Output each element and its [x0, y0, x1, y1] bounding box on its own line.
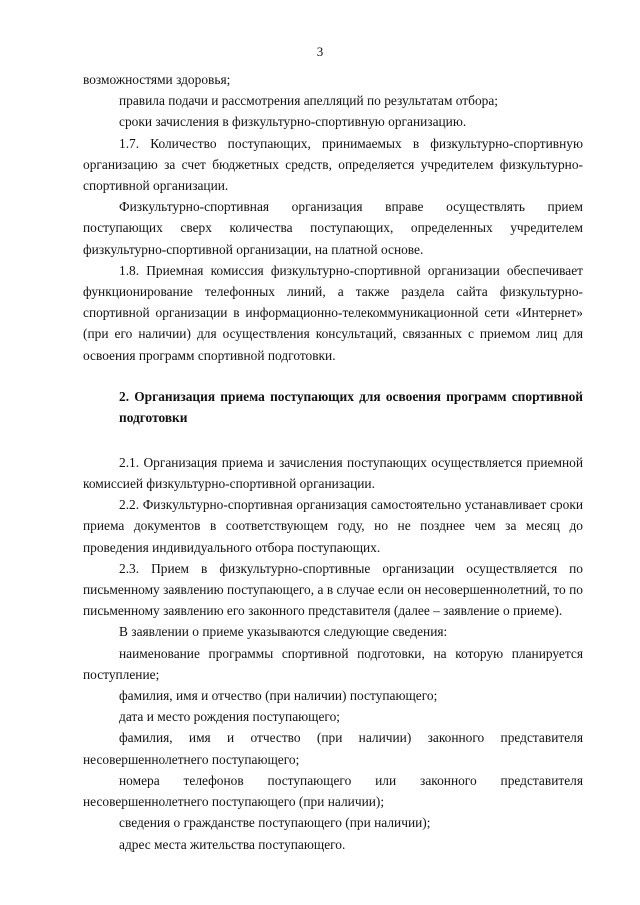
paragraph: 2.2. Физкультурно-спортивная организация самостоятельно устанавливает сроки приема документов в соответствующем году, но не позднее чем за месяц до проведения индивидуального отбора поступающих.: [83, 497, 583, 555]
paragraph: 1.8. Приемная комиссия физкультурно-спортивной организации обеспечивает функционирование телефонных линий, а также раздела сайта физкультурно-спортивной организации в информационно-телекоммуникационной сети «Интернет» (при его наличии) для осуществления консультаций, связанных с приемом лиц для освоения программ спортивной подготовки.: [83, 262, 583, 363]
list-item: наименование программы спортивной подготовки, на которую планируется поступление;: [83, 645, 583, 682]
paragraph: В заявлении о приеме указываются следующие сведения:: [119, 624, 448, 640]
paragraph: возможностями здоровья;: [83, 72, 231, 87]
list-item: номера телефонов поступающего или законного представителя несовершеннолетнего поступающего (при наличии);: [83, 772, 583, 810]
document-body: [83, 69, 583, 855]
list-item: сведения о гражданстве поступающего (при наличии);: [119, 815, 431, 831]
list-item: фамилия, имя и отчество (при наличии) поступающего;: [119, 688, 438, 704]
page-number: 3: [316, 44, 324, 59]
list-item: дата и место рождения поступающего;: [119, 709, 340, 725]
paragraph: 2.1. Организация приема и зачисления поступающих осуществляется приемной комиссией физкультурно-спортивной организации.: [83, 454, 583, 492]
paragraph: 2.3. Прием в физкультурно-спортивные организации осуществляется по письменному заявлению поступающего, а в случае если он несовершеннолетний, то по письменному заявлению его законного представителя (далее – заявление о приеме).: [83, 560, 583, 619]
paragraph: 1.7. Количество поступающих, принимаемых в физкультурно-спортивную организацию за счет бюджетных средств, определяется учредителем физкультурно-спортивной организации.: [83, 135, 583, 194]
paragraph: правила подачи и рассмотрения апелляций по результатам отбора;: [119, 93, 499, 109]
list-item: фамилия, имя и отчество (при наличии) законного представителя несовершеннолетнего поступающего;: [83, 730, 583, 767]
paragraph: сроки зачисления в физкультурно-спортивную организацию.: [119, 114, 467, 130]
paragraph: Физкультурно-спортивная организация вправе осуществлять прием поступающих сверх количества поступающих, определенных учредителем физкультурно-спортивной организации, на платной основе.: [83, 199, 583, 257]
section-heading: 2. Организация приема поступающих для освоения программ спортивной подготовки: [119, 388, 583, 425]
list-item: адрес места жительства поступающего.: [119, 836, 346, 852]
